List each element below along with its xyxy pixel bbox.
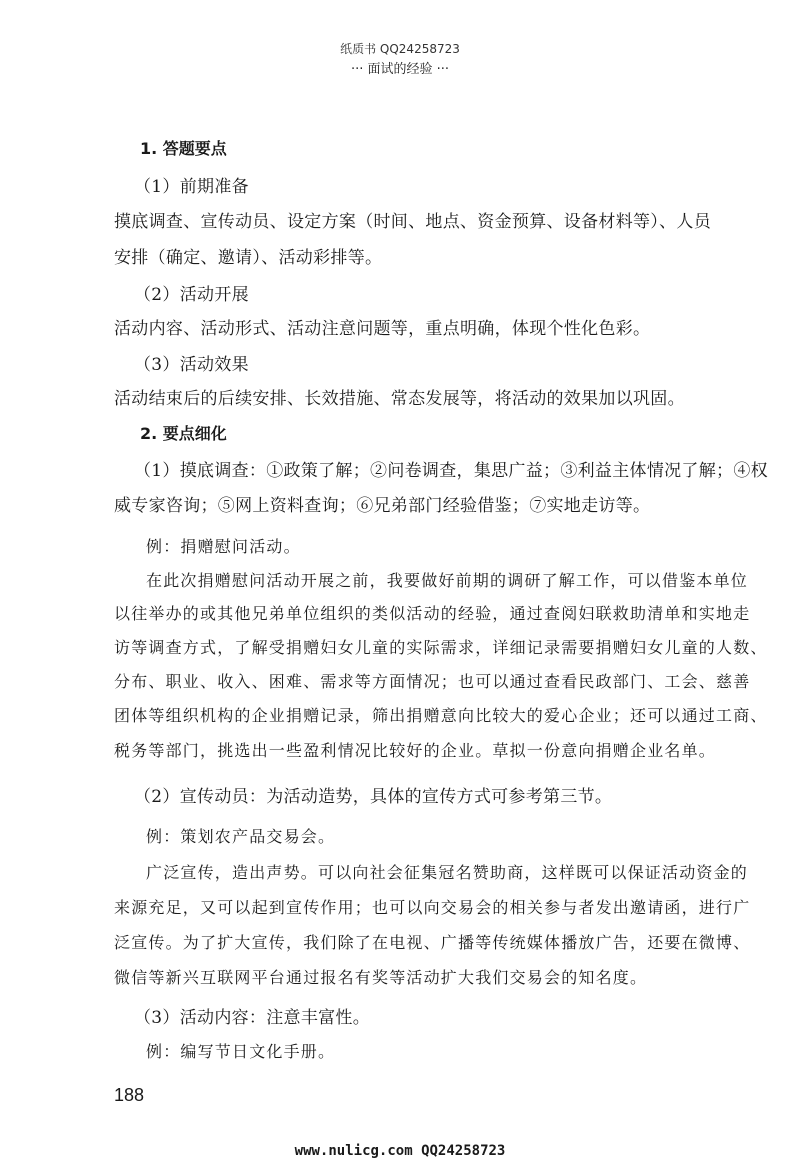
- paragraph-line: （3）活动内容：注意丰富性。: [134, 1008, 371, 1028]
- example-title: 例：策划农产品交易会。: [146, 827, 336, 846]
- section-1-2-title: （2）活动开展: [134, 285, 249, 305]
- example-line: 税务等部门，挑选出一些盈利情况比较好的企业。草拟一份意向捐赠企业名单。: [114, 741, 717, 760]
- footer-watermark: www.nulicg.com QQ24258723: [294, 1143, 506, 1159]
- section-1-1-title: （1）前期准备: [134, 177, 249, 197]
- paragraph-line: （1）摸底调查：①政策了解；②问卷调查，集思广益；③利益主体情况了解；④权: [134, 461, 768, 481]
- example-title: 例：编写节日文化手册。: [146, 1042, 336, 1061]
- section-1-title: 1. 答题要点: [140, 139, 227, 158]
- section-1-3-title: （3）活动效果: [134, 355, 249, 375]
- header-chapter-title: ··· 面试的经验 ···: [350, 62, 450, 77]
- paragraph-line: 摸底调查、宣传动员、设定方案（时间、地点、资金预算、设备材料等）、人员: [114, 212, 711, 232]
- section-2-title: 2. 要点细化: [140, 424, 227, 443]
- header-source: 纸质书 QQ24258723: [340, 42, 460, 56]
- example-line: 微信等新兴互联网平台通过报名有奖等活动扩大我们交易会的知名度。: [114, 968, 648, 987]
- example-line: 泛宣传。为了扩大宣传，我们除了在电视、广播等传统媒体播放广告，还要在微博、: [114, 933, 751, 952]
- paragraph-line: 安排（确定、邀请）、活动彩排等。: [114, 248, 383, 268]
- paragraph-line: （2）宣传动员：为活动造势，具体的宣传方式可参考第三节。: [134, 787, 613, 807]
- example-line: 来源充足，又可以起到宣传作用；也可以向交易会的相关参与者发出邀请函，进行广: [114, 898, 751, 917]
- paragraph-line: 活动结束后的后续安排、长效措施、常态发展等，将活动的效果加以巩固。: [114, 389, 685, 409]
- paragraph-line: 活动内容、活动形式、活动注意问题等，重点明确，体现个性化色彩。: [114, 319, 651, 339]
- example-title: 例：捐赠慰问活动。: [146, 537, 301, 556]
- paragraph-line: 威专家咨询；⑤网上资料查询；⑥兄弟部门经验借鉴；⑦实地走访等。: [114, 496, 651, 516]
- example-line: 以往举办的或其他兄弟单位组织的类似活动的经验，通过查阅妇联救助清单和实地走: [114, 604, 751, 623]
- example-line: 分布、职业、收入、困难、需求等方面情况；也可以通过查看民政部门、工会、慈善: [114, 672, 751, 691]
- example-line: 在此次捐赠慰问活动开展之前，我要做好前期的调研了解工作，可以借鉴本单位: [146, 571, 749, 590]
- example-line: 团体等组织机构的企业捐赠记录，筛出捐赠意向比较大的爱心企业；还可以通过工商、: [114, 706, 768, 725]
- example-line: 广泛宣传，造出声势。可以向社会征集冠名赞助商，这样既可以保证活动资金的: [146, 863, 749, 882]
- example-line: 访等调查方式，了解受捐赠妇女儿童的实际需求，详细记录需要捐赠妇女儿童的人数、: [114, 638, 768, 657]
- page-number: 188: [114, 1085, 145, 1105]
